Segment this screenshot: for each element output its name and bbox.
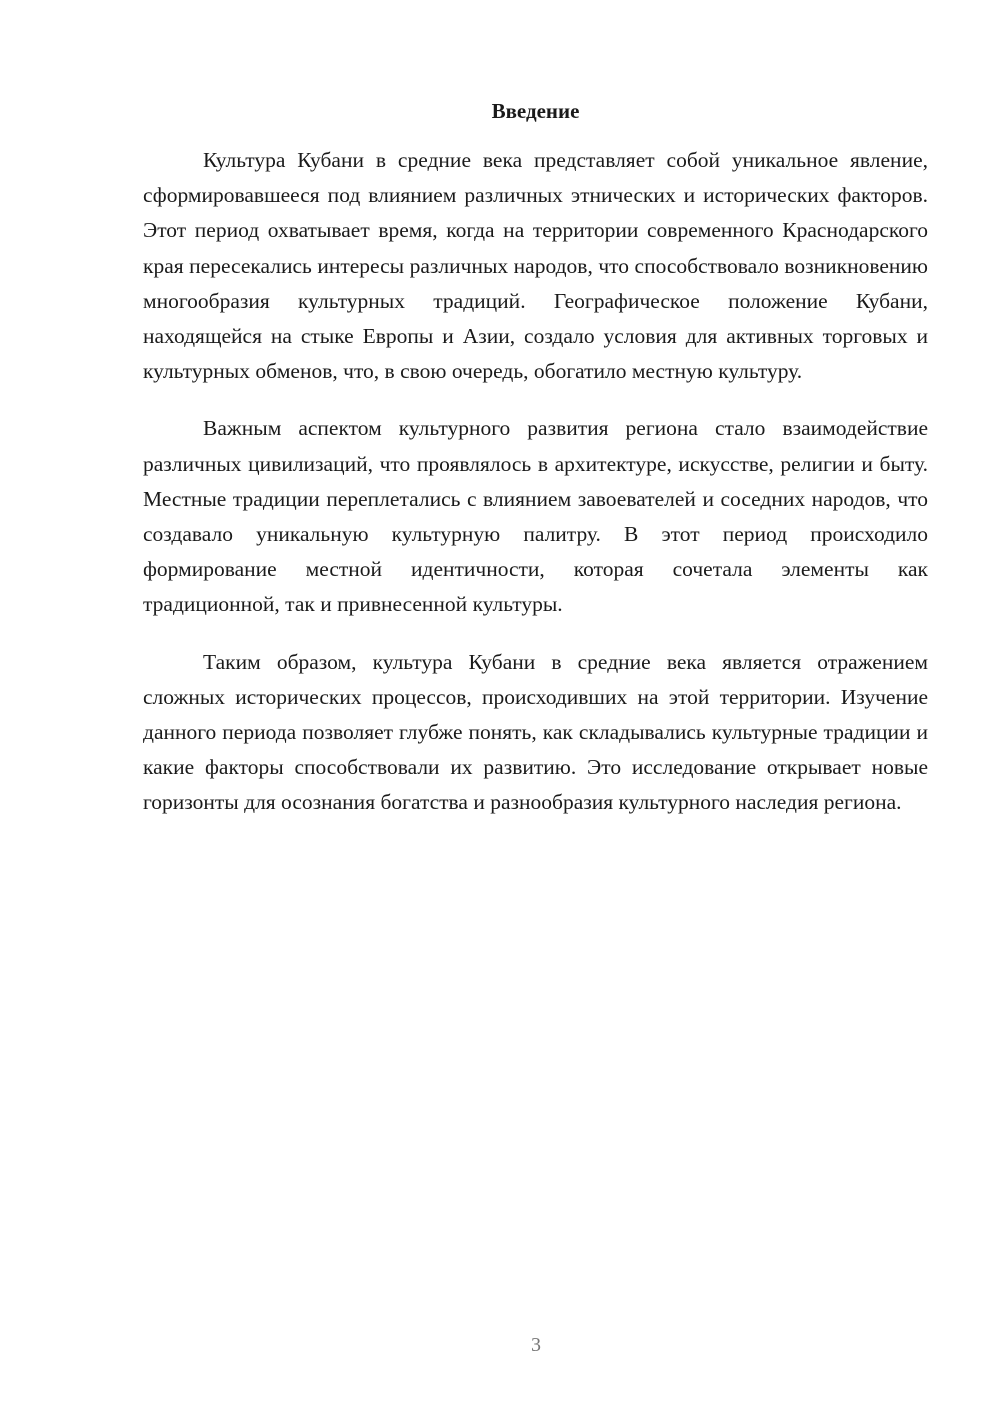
page-title: Введение (491, 99, 580, 123)
paragraph-2: Важным аспектом культурного развития региона стало взаимодействие различных цивилизаций, что проявлялось в архитектуре, искусстве, религии и быту. Местные традиции переплетались с влиянием завоевателей и соседних народов, что создавало уникальную культурную палитру. В этот период происходило формирование местной идентичности, которая сочетала элементы как традиционной, так и привнесенной культуры. (143, 416, 928, 617)
page-number: 3 (531, 1334, 541, 1356)
body-text (143, 143, 928, 843)
paragraph-3: Таким образом, культура Кубани в средние века является отражением сложных исторических процессов, происходивших на этой территории. Изучение данного периода позволяет глубже понять, как складывались культурные традиции и какие факторы способствовали их развитию. Это исследование открывает новые горизонты для осознания богатства и разнообразия культурного наследия региона. (143, 649, 928, 815)
paragraph-1: Культура Кубани в средние века представляет собой уникальное явление, сформировавшееся под влиянием различных этнических и исторических факторов. Этот период охватывает время, когда на территории современного Краснодарского края пересекались интересы различных народов, что способствовало возникновению многообразия культурных традиций. Географическое положение Кубани, находящейся на стыке Европы и Азии, создало условия для активных торговых и культурных обменов, что, в свою очередь, обогатило местную культуру. (143, 148, 928, 384)
